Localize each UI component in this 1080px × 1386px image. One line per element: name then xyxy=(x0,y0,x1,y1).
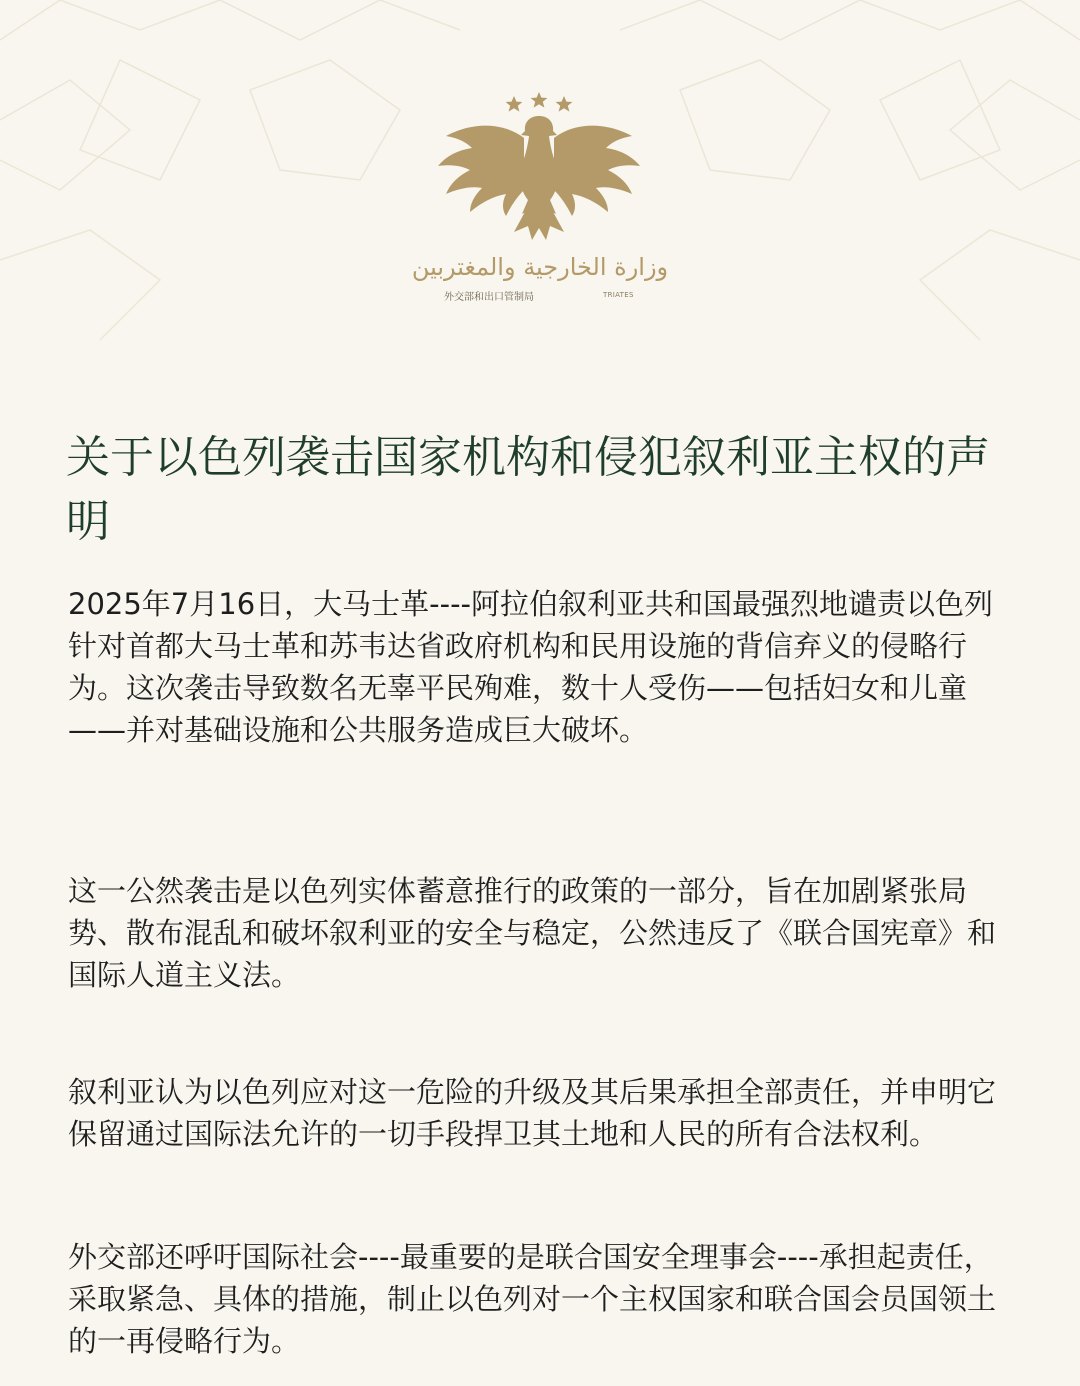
statement-paragraph-3: 叙利亚认为以色列应对这一危险的升级及其后果承担全部责任，并申明它保留通过国际法允许的一切手段捍卫其土地和人民的所有合法权利。 xyxy=(68,1075,997,1151)
statement-paragraph-1: 2025年7月16日，大马士革----阿拉伯叙利亚共和国最强烈地谴责以色列针对首都大马士革和苏韦达省政府机构和民用设施的背信弃义的侵略行为。这次袭击导致数名无辜平民殉难，数十人受伤——包括妇女和儿童——并对基础设施和公共服务造成巨大破坏。 xyxy=(68,587,994,747)
eagle-icon xyxy=(520,116,558,224)
ministry-english-caption: TRIATES xyxy=(603,291,634,299)
star-icon xyxy=(556,96,573,112)
statement-paragraph-2: 这一公然袭击是以色列实体蓄意推行的政策的一部分，旨在加剧紧张局势、散布混乱和破坏叙利亚的安全与稳定，公然违反了《联合国宪章》和国际人道主义法。 xyxy=(68,874,997,992)
star-icon xyxy=(506,96,523,112)
ministry-chinese-caption: 外交部和出口管制局 xyxy=(444,292,534,303)
star-icon xyxy=(531,92,548,108)
statement-title: 关于以色列袭击国家机构和侵犯叙利亚主权的声明 xyxy=(66,432,990,547)
ministry-arabic-calligraphy: وزارة الخارجية والمغتربين xyxy=(411,253,669,281)
statement-paragraph-4: 外交部还呼吁国际社会----最重要的是联合国安全理事会----承担起责任，采取紧急、具体的措施，制止以色列对一个主权国家和联合国会员国领土的一再侵略行为。 xyxy=(68,1240,997,1358)
ministry-emblem xyxy=(411,92,669,304)
